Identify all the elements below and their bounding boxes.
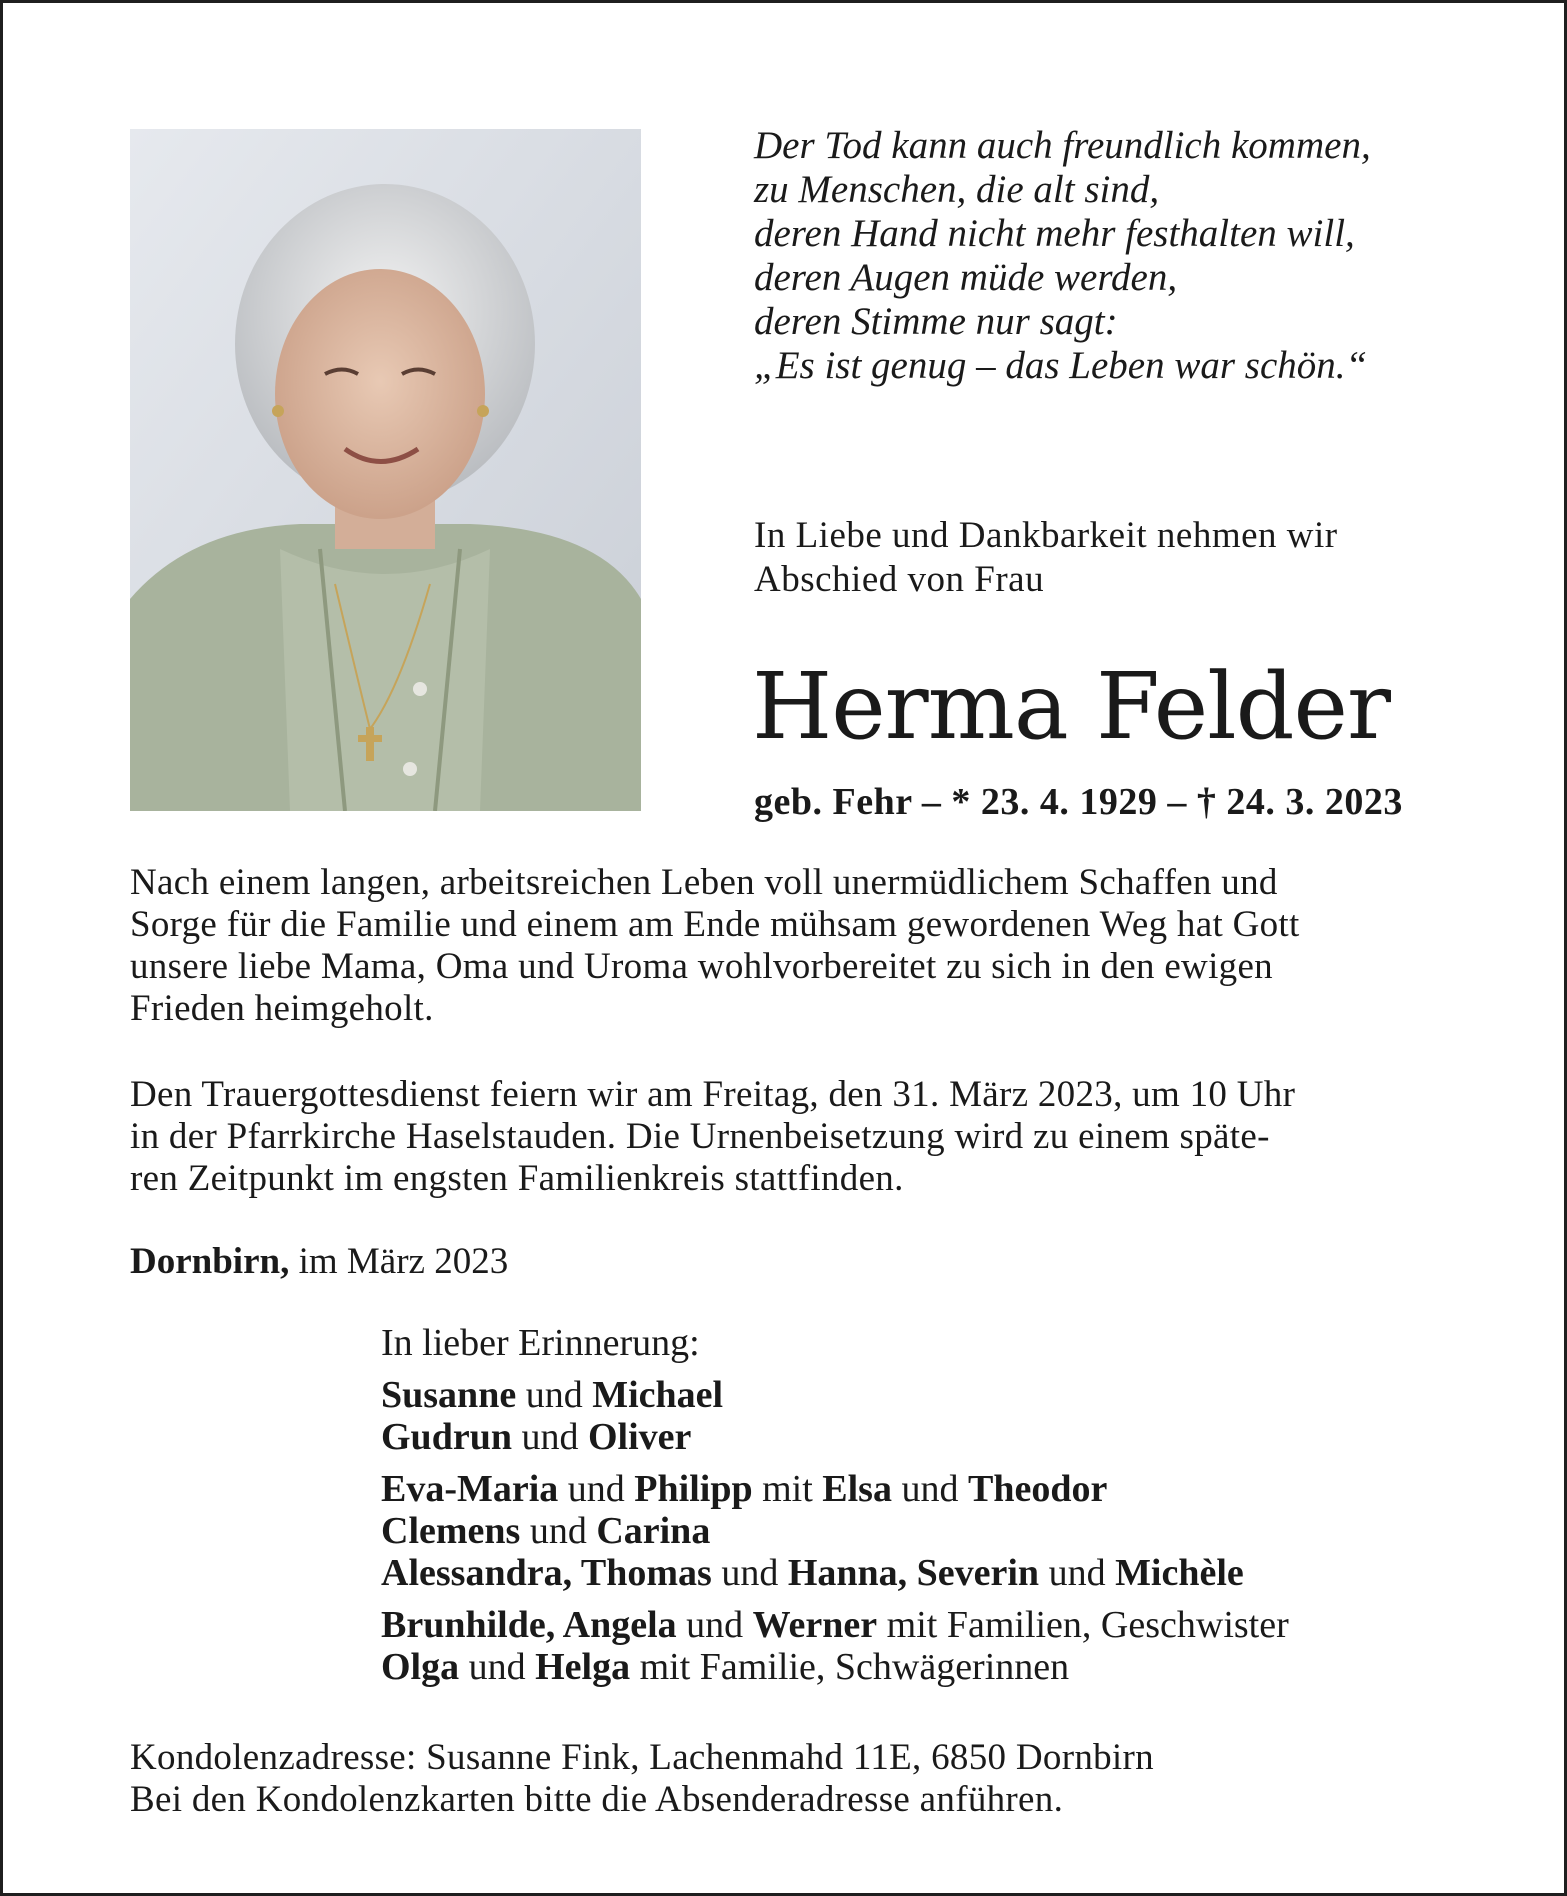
mourner-name: Helga <box>535 1646 631 1688</box>
deceased-name: Herma Felder <box>752 653 1390 760</box>
portrait-photo <box>130 129 641 811</box>
mourner-name: Elsa <box>822 1468 892 1510</box>
mourner-line <box>381 1552 1481 1594</box>
poem-line: deren Augen müde werden, <box>754 256 1178 299</box>
connector: mit Familie, Schwägerinnen <box>639 1646 1070 1688</box>
condolence-address <box>130 1737 1490 1821</box>
paragraph-line: Den Trauergottesdienst feiern wir am Freitag, den 31. März 2023, um 10 Uhr <box>130 1074 1296 1115</box>
mourners-list <box>381 1322 1481 1698</box>
obituary-paragraph <box>130 862 1450 1030</box>
mourner-group <box>381 1374 1481 1458</box>
mourner-name: Carina <box>596 1510 711 1552</box>
farewell-intro <box>754 514 1514 602</box>
poem-line: deren Stimme nur sagt: <box>754 300 1118 343</box>
mourner-line <box>381 1646 1481 1688</box>
paragraph-line: unsere liebe Mama, Oma und Uroma wohlvorbereitet zu sich in den ewigen <box>130 946 1273 987</box>
mourner-name: Alessandra, Thomas <box>381 1552 712 1594</box>
mourner-name: Hanna, Severin <box>787 1552 1040 1594</box>
intro-line: Abschied von Frau <box>754 559 1045 600</box>
place-date <box>130 1240 508 1284</box>
mourner-group <box>381 1604 1481 1688</box>
mourner-name: Eva-Maria <box>381 1468 559 1510</box>
mourner-name: Michael <box>592 1374 724 1416</box>
mourner-name: Michèle <box>1115 1552 1244 1594</box>
service-paragraph <box>130 1074 1450 1200</box>
paragraph-line: ren Zeitpunkt im engsten Familienkreis stattfinden. <box>130 1158 904 1199</box>
mourner-line <box>381 1604 1481 1646</box>
connector: und <box>1048 1552 1106 1594</box>
paragraph-line: in der Pfarrkirche Haselstauden. Die Urnenbeisetzung wird zu einem späte- <box>130 1116 1270 1157</box>
poem-line: deren Hand nicht mehr festhalten will, <box>754 212 1355 255</box>
mourners-lead: In lieber Erinnerung: <box>381 1322 700 1364</box>
connector: mit Familien, Geschwister <box>886 1604 1289 1646</box>
mourner-name: Gudrun <box>381 1416 512 1458</box>
footer-line: Bei den Kondolenzkarten bitte die Absenderadresse anführen. <box>130 1779 1064 1820</box>
connector: und <box>529 1510 587 1552</box>
connector: mit <box>762 1468 813 1510</box>
mourner-line <box>381 1510 1481 1552</box>
footer-line: Kondolenzadresse: Susanne Fink, Lachenmahd 11E, 6850 Dornbirn <box>130 1737 1154 1778</box>
connector: und <box>721 1552 779 1594</box>
poem-verse <box>754 124 1494 388</box>
poem-line: zu Menschen, die alt sind, <box>754 168 1160 211</box>
connector: und <box>521 1416 579 1458</box>
place-month: im März 2023 <box>298 1241 509 1282</box>
mourner-group <box>381 1468 1481 1594</box>
poem-line: Der Tod kann auch freundlich kommen, <box>754 124 1371 167</box>
mourner-name: Olga <box>381 1646 460 1688</box>
mourner-name: Theodor <box>967 1468 1108 1510</box>
place-city: Dornbirn, <box>130 1241 290 1282</box>
connector: und <box>468 1646 526 1688</box>
mourner-name: Philipp <box>634 1468 753 1510</box>
mourner-name: Susanne <box>381 1374 517 1416</box>
connector: und <box>567 1468 625 1510</box>
mourner-name: Clemens <box>381 1510 521 1552</box>
mourner-line <box>381 1374 1481 1416</box>
intro-line: In Liebe und Dankbarkeit nehmen wir <box>754 515 1338 556</box>
connector: und <box>901 1468 959 1510</box>
mourner-name: Brunhilde, Angela <box>381 1604 677 1646</box>
paragraph-line: Frieden heimgeholt. <box>130 988 434 1029</box>
connector: und <box>525 1374 583 1416</box>
paragraph-line: Nach einem langen, arbeitsreichen Leben voll unermüdlichem Schaffen und <box>130 862 1278 903</box>
poem-line: „Es ist genug – das Leben war schön.“ <box>754 344 1368 387</box>
mourner-name: Oliver <box>587 1416 692 1458</box>
mourner-name: Werner <box>752 1604 878 1646</box>
connector: und <box>686 1604 744 1646</box>
mourner-line <box>381 1416 1481 1458</box>
mourner-line <box>381 1468 1481 1510</box>
life-dates: geb. Fehr – * 23. 4. 1929 – † 24. 3. 2023 <box>754 781 1403 823</box>
paragraph-line: Sorge für die Familie und einem am Ende mühsam gewordenen Weg hat Gott <box>130 904 1300 945</box>
